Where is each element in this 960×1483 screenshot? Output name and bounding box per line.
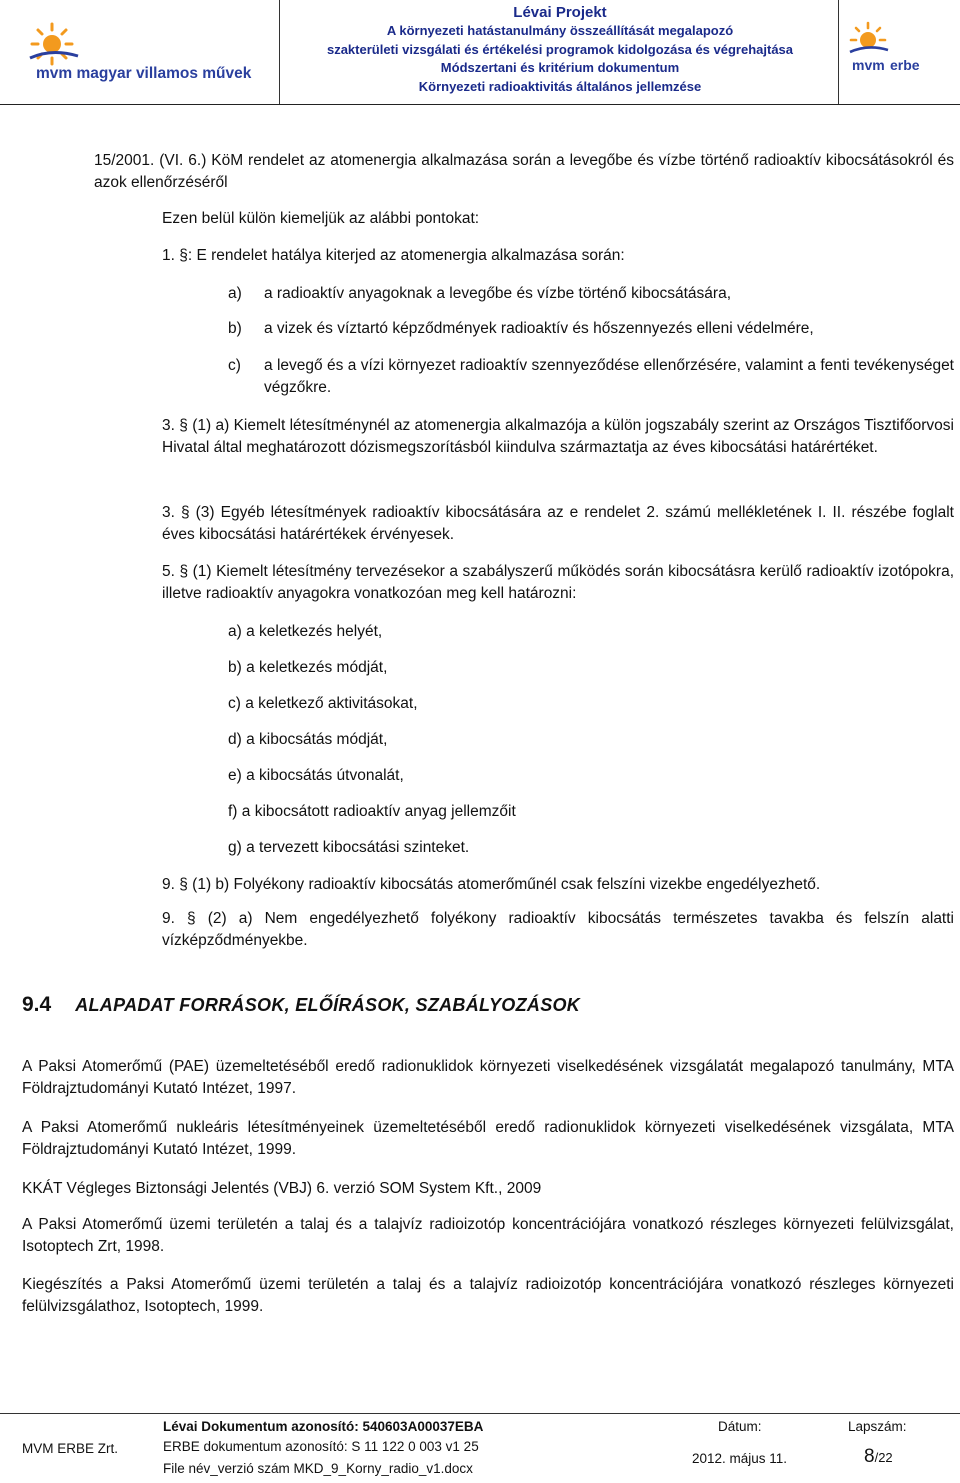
list1-letter-c: c) xyxy=(228,357,241,374)
reference-item: A Paksi Atomerőmű nukleáris létesítményeinek üzemeltetéséből eredő radionuklidok környezeti viselkedésének vizsgálata, MTA Földrajztudományi Kutató Intézet, 1999. xyxy=(22,1119,954,1158)
list1-letter-b: b) xyxy=(228,320,242,337)
footer-page-total: /22 xyxy=(874,1450,893,1465)
reference-item: Kiegészítés a Paksi Atomerőmű üzemi területén a talaj és a talajvíz radioizotóp koncentrációjára vonatkozó részleges környezeti felülvizsgálathoz, Isotoptech, 1999. xyxy=(22,1276,954,1315)
list1-item-b: a vizek és víztartó képződmények radioaktív és hőszennyezés elleni védelmére, xyxy=(264,320,814,337)
section-heading xyxy=(22,993,580,1017)
list1-item-a: a radioaktív anyagoknak a levegőbe és vízbe történő kibocsátására, xyxy=(264,285,732,302)
erbe-logo-icon xyxy=(840,18,945,88)
logo-left-text: mvm magyar villamos művek xyxy=(36,65,252,82)
footer-doc-id-erbe: ERBE dokumentum azonosító: S 11 122 0 003 v1 25 xyxy=(163,1439,479,1454)
logo-right-text-2: erbe xyxy=(890,57,920,73)
header-block xyxy=(290,4,830,96)
header-title: Lévai Projekt xyxy=(513,4,607,21)
list2-item: c) a keletkező aktivitásokat, xyxy=(228,695,418,712)
logo-right-text-1: mvm xyxy=(852,57,885,73)
footer-file-name: File név_verzió szám MKD_9_Korny_radio_v1.docx xyxy=(163,1461,473,1476)
list2-item: b) a keletkezés módját, xyxy=(228,659,388,676)
list2-item: g) a tervezett kibocsátási szinteket. xyxy=(228,839,470,856)
footer-company: MVM ERBE Zrt. xyxy=(22,1441,119,1456)
paragraph-9-2: 9. § (2) a) Nem engedélyezhető folyékony radioaktív kibocsátás természetes tavakba és felszín alatti vízképződményekbe. xyxy=(162,910,954,949)
sun-icon xyxy=(30,24,78,64)
list2-item: f) a kibocsátott radioaktív anyag jellemzőit xyxy=(228,803,516,820)
list1-letter-a: a) xyxy=(228,285,242,302)
footer-doc-id-levai: Lévai Dokumentum azonosító: 540603A00037EBA xyxy=(163,1419,484,1434)
sun-logo-icon xyxy=(22,18,272,88)
intro-paragraph: 15/2001. (VI. 6.) KöM rendelet az atomenergia alkalmazása során a levegőbe és vízbe történő radioaktív kibocsátásokról és azok ellenőrzéséről xyxy=(94,152,954,191)
paragraph-9-1: 9. § (1) b) Folyékony radioaktív kibocsátás atomerőműnél csak felszíni vizekbe engedélyezhető. xyxy=(162,876,821,893)
list1-item-c: a levegő és a vízi környezet radioaktív szennyeződése ellenőrzésére, valamint a fenti tevékenységet végzőkre. xyxy=(264,357,954,396)
footer-page-label: Lapszám: xyxy=(848,1419,907,1434)
list2-item: a) a keletkezés helyét, xyxy=(228,623,383,640)
header-divider-right xyxy=(838,0,839,104)
within-paragraph: Ezen belül külön kiemeljük az alábbi pontokat: xyxy=(162,210,480,227)
paragraph-3-1: 3. § (1) a) Kiemelt létesítménynél az atomenergia alkalmazója a külön jogszabály szerint az Országos Tisztifőorvosi Hivatal által meghatározott dózismegszorításból kiindulva származtatja az éves kibocsátási határértéket. xyxy=(162,417,954,456)
header-divider-left xyxy=(279,0,280,104)
footer-date-value: 2012. május 11. xyxy=(692,1451,788,1466)
paragraph-1: 1. §: E rendelet hatálya kiterjed az atomenergia alkalmazása során: xyxy=(162,247,625,264)
section-title: ALAPADAT FORRÁSOK, ELŐÍRÁSOK, SZABÁLYOZÁSOK xyxy=(75,995,581,1015)
list2-item: e) a kibocsátás útvonalát, xyxy=(228,767,404,784)
logo-mvm-left xyxy=(22,18,272,88)
reference-item: A Paksi Atomerőmű üzemi területén a talaj és a talajvíz radioizotóp koncentrációjára vonatkozó részleges környezeti felülvizsgálat, Isotoptech Zrt, 1998. xyxy=(22,1216,954,1255)
reference-item: A Paksi Atomerőmű (PAE) üzemeltetéséből eredő radionuklidok környezeti viselkedésének vizsgálatát megalapozó tanulmány, MTA Földrajztudományi Kutató Intézet, 1997. xyxy=(22,1058,954,1097)
header-line-3: Módszertani és kritérium dokumentum xyxy=(440,60,680,75)
paragraph-3-3: 3. § (3) Egyéb létesítmények radioaktív kibocsátására az e rendelet 2. számú mellékletének I. II. részébe foglalt éves kibocsátási határértékek érvényesek. xyxy=(162,504,954,543)
header-line-4: Környezeti radioaktivitás általános jellemzése xyxy=(418,78,702,94)
footer-rule-top xyxy=(0,1413,960,1414)
header-line-2: szakterületi vizsgálati és értékelési programok kidolgozása és végrehajtása xyxy=(326,41,794,57)
footer-page-number xyxy=(864,1446,893,1468)
reference-item: KKÁT Végleges Biztonsági Jelentés (VBJ) 6. verzió SOM System Kft., 2009 xyxy=(22,1180,542,1197)
footer-date-label: Dátum: xyxy=(718,1419,762,1434)
footer-page-current: 8 xyxy=(864,1446,875,1467)
paragraph-5-1: 5. § (1) Kiemelt létesítmény tervezésekor a szabályszerű működés során kibocsátásra kerülő radioaktív izotópokra, illetve radioaktív anyagokra vonatkozóan meg kell határozni: xyxy=(162,563,954,602)
header-rule xyxy=(0,104,960,105)
header-line-1: A környezeti hatástanulmány összeállítását megalapozó xyxy=(386,23,734,38)
section-number: 9.4 xyxy=(22,993,52,1016)
sun-icon xyxy=(850,23,888,52)
logo-erbe-right xyxy=(840,18,945,88)
list2-item: d) a kibocsátás módját, xyxy=(228,731,388,748)
